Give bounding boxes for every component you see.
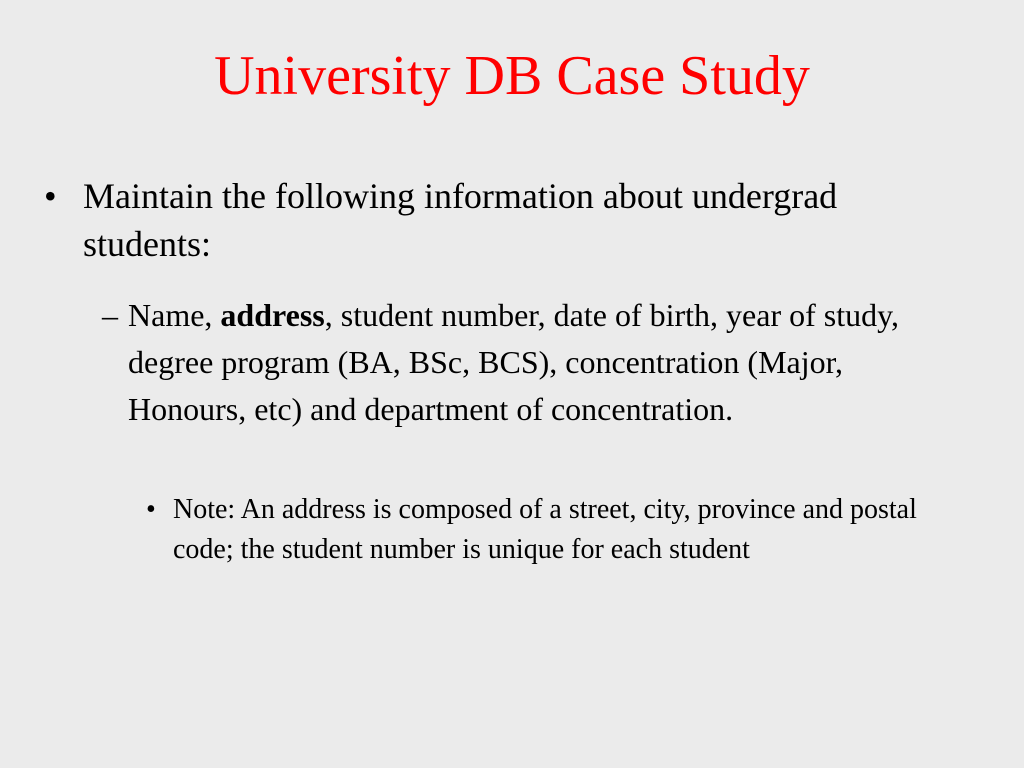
bullet-marker-small: • bbox=[146, 494, 156, 525]
slide-title: University DB Case Study bbox=[214, 45, 810, 107]
address-bold-term: address bbox=[220, 297, 325, 333]
bullet-text-fields bbox=[128, 292, 918, 433]
fields-prefix: Name, bbox=[128, 297, 221, 333]
dash-marker: – bbox=[102, 297, 118, 333]
bullet-marker: • bbox=[44, 176, 57, 216]
fields-suffix: , student number, date of birth, year of study, degree program (BA, BSc, BCS), concentration (Major, Honours, etc) and department of concentration. bbox=[128, 297, 900, 427]
bullet-text-maintain-info: Maintain the following information about undergrad students: bbox=[83, 176, 838, 264]
bullet-text-note: Note: An address is composed of a street, city, province and postal code; the student number is unique for each student bbox=[173, 494, 917, 565]
